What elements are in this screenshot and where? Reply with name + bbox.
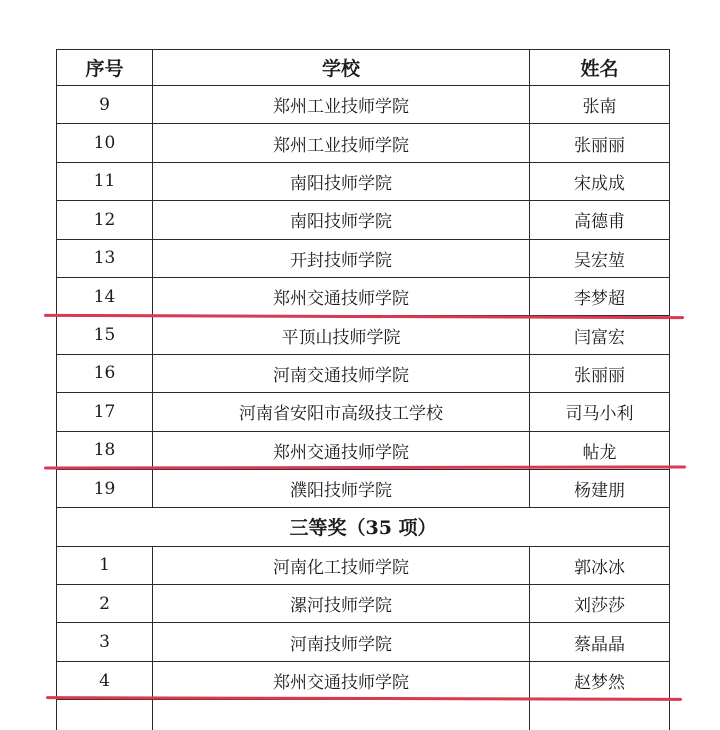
table-row [57, 163, 669, 201]
header-num: 序号 [57, 50, 153, 85]
row-num: 11 [57, 163, 153, 200]
row-school: 漯河技师学院 [153, 585, 530, 622]
row-name: 郭冰冰 [574, 557, 625, 578]
awards-table [56, 49, 670, 730]
row-school: 郑州交通技师学院 [153, 662, 530, 699]
table-row [57, 432, 669, 470]
row-num: 19 [57, 470, 153, 507]
row-school: 开封技师学院 [153, 240, 530, 277]
row-name: 吴宏堃 [574, 250, 625, 271]
table-row [57, 278, 669, 316]
row-school-empty [153, 700, 530, 730]
row-num: 16 [57, 355, 153, 392]
row-school: 濮阳技师学院 [153, 470, 530, 507]
row-name: 宋成成 [574, 173, 625, 194]
row-num: 15 [57, 316, 153, 353]
section-heading-row [57, 508, 669, 546]
table-row [57, 355, 669, 393]
row-num: 10 [57, 124, 153, 161]
table-row [57, 240, 669, 278]
row-num: 2 [57, 585, 153, 622]
row-num: 14 [57, 278, 153, 315]
table-row [57, 662, 669, 700]
row-school: 平顶山技师学院 [153, 316, 530, 353]
table-row [57, 623, 669, 661]
row-num: 13 [57, 240, 153, 277]
row-num: 9 [57, 86, 153, 123]
row-name: 帖龙 [582, 442, 617, 463]
row-school: 南阳技师学院 [153, 201, 530, 238]
row-school: 郑州交通技师学院 [153, 432, 530, 469]
table-header-row [57, 50, 669, 86]
row-school: 郑州工业技师学院 [153, 124, 530, 161]
row-num: 1 [57, 547, 153, 584]
row-name: 闫富宏 [574, 327, 625, 348]
table-row [57, 316, 669, 354]
row-num: 4 [57, 662, 153, 699]
row-name: 李梦超 [574, 289, 625, 310]
row-num: 17 [57, 393, 153, 430]
table-row [57, 124, 669, 162]
row-name: 张南 [582, 97, 617, 118]
header-name: 姓名 [580, 58, 619, 80]
table-row [57, 547, 669, 585]
row-name: 张丽丽 [574, 135, 625, 156]
row-name: 刘莎莎 [574, 596, 625, 617]
row-name-empty [530, 700, 669, 730]
header-school: 学校 [153, 50, 530, 85]
row-name: 司马小利 [565, 404, 634, 425]
row-name: 高德甫 [574, 212, 625, 233]
section-title: 三等奖（35 项） [289, 517, 437, 540]
row-name: 蔡晶晶 [574, 634, 625, 655]
table-row [57, 470, 669, 508]
row-num: 12 [57, 201, 153, 238]
row-name: 赵梦然 [574, 673, 625, 694]
row-school: 南阳技师学院 [153, 163, 530, 200]
row-school: 河南省安阳市高级技工学校 [153, 393, 530, 430]
row-school: 郑州交通技师学院 [153, 278, 530, 315]
row-num: 18 [57, 432, 153, 469]
table-row [57, 86, 669, 124]
row-name: 张丽丽 [574, 365, 625, 386]
table-row-partial [57, 700, 669, 730]
table-row [57, 585, 669, 623]
row-school: 河南交通技师学院 [153, 355, 530, 392]
row-school: 河南化工技师学院 [153, 547, 530, 584]
table-row [57, 393, 669, 431]
row-school: 郑州工业技师学院 [153, 86, 530, 123]
table-row [57, 201, 669, 239]
row-num: 3 [57, 623, 153, 660]
row-school: 河南技师学院 [153, 623, 530, 660]
row-num-empty [57, 700, 153, 730]
row-name: 杨建朋 [574, 481, 625, 502]
